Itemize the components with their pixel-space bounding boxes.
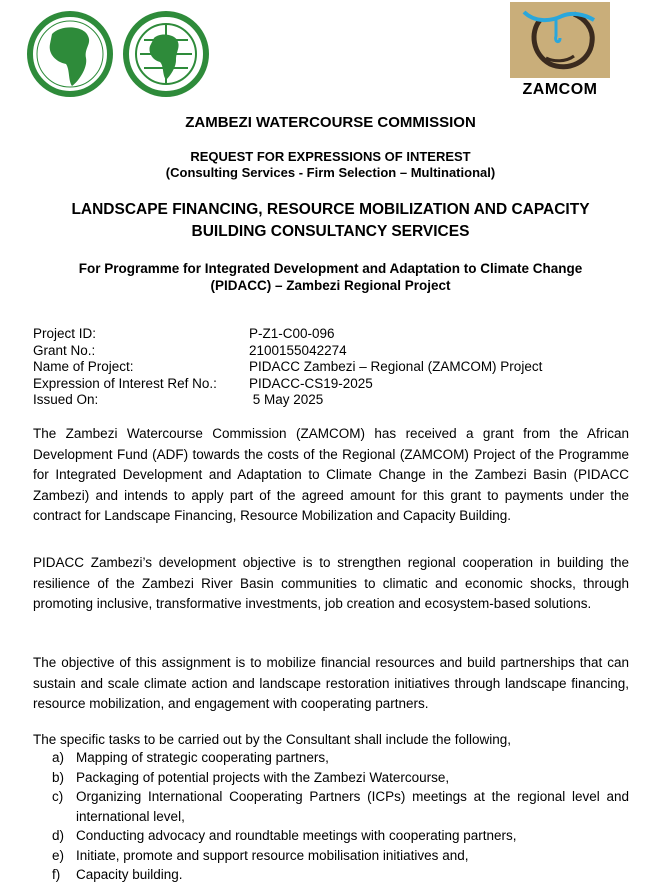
paragraph-assignment: The objective of this assignment is to mobilize financial resources and build partnerships that can sustain and scale climate action and landscape restoration initiatives through landscape financing, resource mobilization, and engagement with cooperating partners.	[33, 655, 629, 711]
african-development-fund-seal-icon	[126, 14, 206, 94]
request-line-1: REQUEST FOR EXPRESSIONS OF INTEREST	[190, 149, 471, 164]
paragraph-tasks-intro: The specific tasks to be carried out by the Consultant shall include the following,	[33, 732, 512, 747]
info-row-issued-on	[33, 392, 542, 409]
list-item	[52, 787, 629, 826]
info-value: 5 May 2025	[249, 392, 324, 407]
info-row-project-name	[33, 359, 542, 376]
list-item-text: Conducting advocacy and roundtable meetings with cooperating partners,	[76, 828, 517, 843]
list-item-text: Initiate, promote and support resource mobilisation initiatives and,	[76, 847, 469, 863]
list-item-text: Mapping of strategic cooperating partners,	[76, 750, 329, 765]
programme-subtitle-line-1: For Programme for Integrated Development and Adaptation to Climate Change	[78, 261, 583, 276]
request-line-2: (Consulting Services - Firm Selection – Multinational)	[165, 165, 496, 180]
info-value: P-Z1-C00-096	[249, 326, 335, 341]
zamcom-logo	[508, 2, 612, 100]
list-marker: d)	[52, 828, 65, 843]
afdb-logos	[26, 10, 212, 100]
programme-subtitle	[0, 260, 661, 294]
list-item-text: Organizing International Cooperating Partners (ICPs) meetings at the regional level and international level,	[76, 789, 629, 824]
info-label: Name of Project:	[33, 359, 134, 374]
paragraph-objective: PIDACC Zambezi’s development objective is to strengthen regional cooperation in building the resilience of the Zambezi River Basin communities to climatic and economic shocks, through promoting inclusive, transformative investments, job creation and ecosystem-based solutions.	[33, 555, 629, 611]
paragraph-grant: The Zambezi Watercourse Commission (ZAMCOM) has received a grant from the African Development Fund (ADF) towards the costs of the Regional (ZAMCOM) Project of the Programme for Integrated Development and Adaptation to Climate Change in the Zambezi Basin (PIDACC Zambezi) and intends to apply part of the agreed amount for this grant to payments under the contract for Landscape Financing, Resource Mobilization and Capacity Building.	[33, 426, 629, 523]
list-marker: c)	[52, 789, 64, 804]
list-marker: e)	[52, 847, 65, 863]
logo-bar	[0, 0, 661, 105]
request-heading	[0, 149, 661, 181]
assignment-title-line-2: BUILDING CONSULTANCY SERVICES	[191, 223, 470, 240]
list-item	[52, 826, 629, 846]
info-label: Issued On:	[33, 392, 99, 407]
list-item-text: Packaging of potential projects with the Zambezi Watercourse,	[76, 769, 450, 785]
info-row-eoi-ref	[33, 376, 542, 393]
task-list	[52, 748, 629, 885]
list-item	[52, 748, 629, 768]
list-item	[52, 865, 629, 885]
afdb-seal-icon	[30, 14, 110, 94]
info-value: PIDACC-CS19-2025	[249, 375, 373, 391]
list-item	[52, 768, 629, 788]
organization-title: ZAMBEZI WATERCOURSE COMMISSION	[185, 114, 476, 131]
assignment-title-line-1: LANDSCAPE FINANCING, RESOURCE MOBILIZATION AND CAPACITY	[71, 201, 590, 218]
info-value: PIDACC Zambezi – Regional (ZAMCOM) Project	[249, 359, 543, 374]
list-marker: a)	[52, 750, 65, 765]
zamcom-emblem-icon	[510, 2, 610, 78]
list-item-text: Capacity building.	[76, 867, 183, 882]
assignment-title	[0, 199, 661, 243]
list-marker: b)	[52, 769, 65, 785]
programme-subtitle-line-2: (PIDACC) – Zambezi Regional Project	[210, 278, 451, 293]
info-row-project-id	[33, 326, 542, 343]
zamcom-wordmark: ZAMCOM	[522, 81, 598, 98]
project-info-table	[33, 326, 542, 409]
info-row-grant-no	[33, 343, 542, 360]
info-label: Grant No.:	[33, 342, 96, 358]
info-label: Project ID:	[33, 326, 97, 341]
info-label: Expression of Interest Ref No.:	[33, 375, 217, 391]
list-item	[52, 846, 629, 866]
list-marker: f)	[52, 867, 61, 882]
info-value: 2100155042274	[249, 342, 347, 358]
